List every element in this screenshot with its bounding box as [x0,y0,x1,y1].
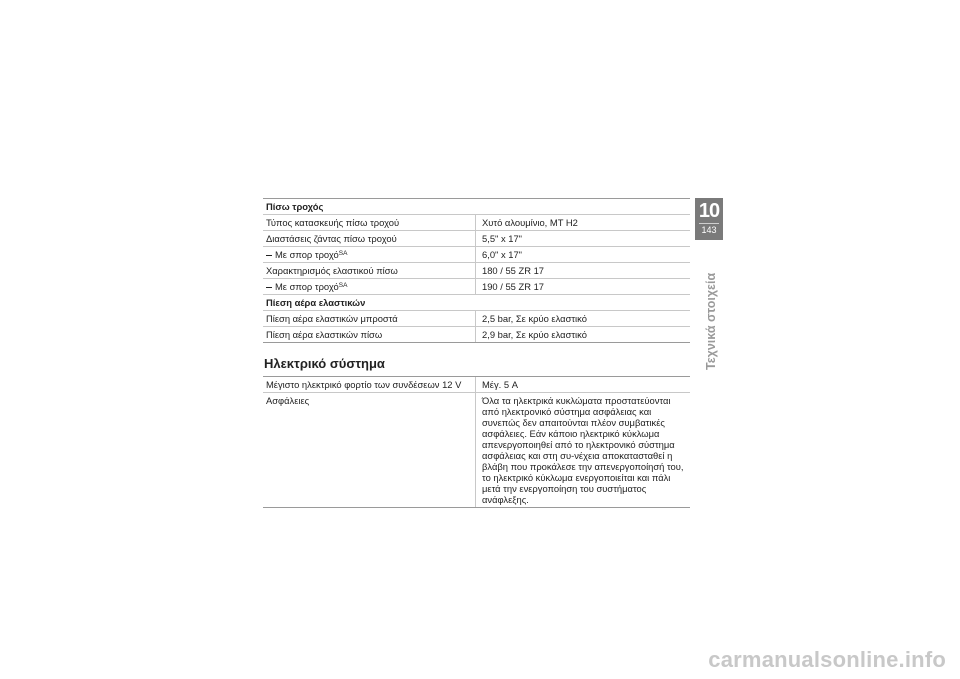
row-value: 5,5" x 17" [476,231,691,247]
row-label: Τύπος κατασκευής πίσω τροχού [263,215,476,231]
row-label: Με σπορ τροχό [275,281,339,292]
row-label: Πίεση αέρα ελαστικών μπροστά [263,311,476,327]
row-value: Χυτό αλουμίνιο, ΜΤ Η2 [476,215,691,231]
row-label: Διαστάσεις ζάντας πίσω τροχού [263,231,476,247]
table-row [263,263,690,279]
table-row [263,311,690,327]
watermark-text: carmanualsonline.info [708,647,946,672]
chapter-number: 10 [698,200,720,222]
tire-pressure-title: Πίεση αέρα ελαστικών [263,295,690,311]
table-row [263,247,690,263]
row-value: Μέγ. 5 A [476,377,691,393]
dash-icon [266,255,272,257]
row-value: 180 / 55 ZR 17 [476,263,691,279]
table-row [263,231,690,247]
rear-wheel-title: Πίσω τροχός [263,199,690,215]
table-row [263,279,690,295]
rear-wheel-header [263,199,690,215]
page-number: 143 [701,225,717,235]
table-row [263,215,690,231]
row-value: Όλα τα ηλεκτρικά κυκλώματα προστατεύονται από ηλεκτρονικό σύστημα ασφάλειας και συνεπώς δεν απαιτούνται πλέον συμβατικές ασφάλειες. Εάν κάποιο ηλεκτρικό κύκλωμα απενεργοποιηθεί από το ηλεκτρονικό σύστημα ασφάλειας και στη συ-νέχεια αποκατασταθεί η βλάβη που προκάλεσε την απενεργοποίησή του, το ηλεκτρικό κύκλωμα ενεργοποιείται και πάλι μετά την ενεργοποίηση του συστήματος ανάφλεξης. [476,393,691,508]
table-row [263,393,690,508]
row-value: 6,0" x 17" [476,247,691,263]
sa-superscript: SA [338,250,348,257]
row-label-sub [263,247,476,263]
tire-pressure-header [263,295,690,311]
spec-content [263,198,690,508]
table-row [263,327,690,343]
rear-wheel-table [263,198,690,343]
row-value: 2,5 bar, Σε κρύο ελαστικό [476,311,691,327]
row-label: Ασφάλειες [263,393,476,508]
electrical-table [263,376,690,508]
row-label: Μέγιστο ηλεκτρικό φορτίο των συνδέσεων 12 V [263,377,476,393]
electrical-section-title: Ηλεκτρικό σύστημα [264,356,385,371]
row-label-sub [263,279,476,295]
row-label: Χαρακτηρισμός ελαστικού πίσω [263,263,476,279]
chapter-divider [699,223,719,224]
table-row [263,377,690,393]
row-value: 190 / 55 ZR 17 [476,279,691,295]
row-value: 2,9 bar, Σε κρύο ελαστικό [476,327,691,343]
row-label: Με σπορ τροχό [275,249,339,260]
chapter-side-label: Τεχνικά στοιχεία [704,272,718,370]
row-label: Πίεση αέρα ελαστικών πίσω [263,327,476,343]
sa-superscript: SA [338,282,348,289]
chapter-tab [695,198,723,240]
dash-icon [266,287,272,289]
